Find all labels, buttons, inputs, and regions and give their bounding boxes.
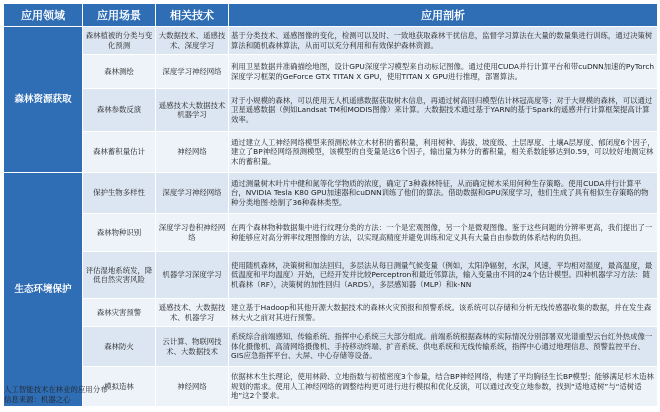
tech-cell: 遥感技术、大数据技术、机器学习 [156,299,229,327]
figure-caption [4,385,107,405]
scene-cell: 森林植被的分类与变化预测 [83,27,156,55]
caption-source: 信息来源：机器之心 [4,395,71,404]
tech-cell: 机器学习深度学习 [156,252,229,299]
scene-cell: 森林参数反演 [83,89,156,132]
header-scene: 应用场景 [83,4,156,27]
analysis-cell: 系统综合前端感知、传输系统、指挥中心系统三大部分组成。前端系统根据森林的实际情况分别部署双光谱重型云台红外热成像一体化摄像机、高清网络摄像机、手持移动终端、扩音系统、供电系统和无线传输系统，指挥中心通过地理信息、预警监控平台、GIS应急指挥平台、大屏、中心存储等设备。 [229,327,658,367]
table-row [4,132,658,173]
table-row [4,299,658,327]
scene-cell: 森林灾害预警 [83,299,156,327]
caption-title: 人工智能技术在林业的应用分布 [4,385,108,394]
analysis-cell: 对于小规模的森林，可以使用无人机遥感数据获取树木信息，再通过树高回归模型估计林冠高度等；对于大规模的森林，可以通过卫星遥感数据（例如Landsat TM和MODIS图像）来计算。大数据技术通过基于YARN的基于Spark的遥感并行计算框架提高计算效率。 [229,89,658,132]
tech-cell: 云计算、物联网技术、大数据技术 [156,327,229,367]
tech-cell: 深度学习神经网络 [156,55,229,89]
table-row [4,252,658,299]
domain-eco-protection: 生态环境保护 [4,173,83,407]
analysis-cell: 在两个森林物种数据集中进行纹理分类的方法：一个是宏观图像，另一个是微观图像。鉴于这些问题的分辨率更高，我们提出了一种能够应对高分辨率纹理图像的方法，以实现高精度并避免训练和定义具有大量自由参数的体系结构的负担。 [229,214,658,252]
tech-cell: 深度学习神经网络 [156,173,229,214]
tech-cell: 神经网络 [156,132,229,173]
tech-cell: 神经网络 [156,367,229,407]
tech-cell: 深度学习卷积神经网络 [156,214,229,252]
analysis-cell: 基于分类技术、遥感图像的变化，检测可以及时、一致地获取森林干扰信息，监督学习算法在大量的数量集进行训练，通过决策树算法和随机森林算法，从而可以充分利用和有效保护森林资源。 [229,27,658,55]
scene-cell: 保护生物多样性 [83,173,156,214]
analysis-cell: 依据林木生长理论，使用林龄、立地指数与初植密度3个参量，结合BP神经网络，构建了平均胸径生长BP模型；能够满足杉木造林规划的需求。使用人工神经网络的调整结构更可进行进行模拟和优化反演，可以通过改变立地参数，找到“适地适树”与“适树适地”这2个要求。 [229,367,658,407]
tech-cell: 遥感技术大数据技术机器学习 [156,89,229,132]
scene-cell: 模拟造林 [83,367,156,407]
header-domain: 应用领域 [4,4,83,27]
table-header-row [4,4,658,27]
ai-forestry-table [3,3,658,407]
header-analysis: 应用剖析 [229,4,658,27]
tech-cell: 大数据技术、遥感技术、深度学习 [156,27,229,55]
table-row [4,27,658,55]
header-technology: 相关技术 [156,4,229,27]
domain-forest-resources: 森林资源获取 [4,27,83,173]
analysis-table-container [3,3,657,407]
scene-cell: 森林物种识别 [83,214,156,252]
table-row [4,89,658,132]
table-row [4,173,658,214]
scene-cell: 森林防火 [83,327,156,367]
analysis-cell: 通过建立人工神经网络模型来预测松林立木材积的蓄积量，利用树种、海拔、坡度级、土层厚度、土壤A层厚度、郁闭度6个因子，建立了BP神经网络预测模型，该模型的自变量是这6个因子，输出量为林分的蓄积量，相关系数能够达到0.59，可以较好地测定林木的蓄积量。 [229,132,658,173]
scene-cell: 评估湿地系统发，降低自然灾害风险 [83,252,156,299]
scene-cell: 森林测绘 [83,55,156,89]
analysis-cell: 建立基于Hadoop和其他开源大数据技术的森林火灾预报和预警系统。该系统可以存储和分析无线传感器收集的数据，并在发生森林大火之前对其进行预警。 [229,299,658,327]
table-row [4,55,658,89]
scene-cell: 森林蓄积量估计 [83,132,156,173]
table-row [4,327,658,367]
analysis-cell: 通过测量树木叶片中健和氮等化学物质的浓度，确定了3种森林特征，从而确定树木采用何种生存策略。使用CUDA并行计算平台，NVIDIA Tesla K80 GPU加速器和cuDNN训练了他们的算法。借助数据和GPU深度学习，他们生成了具有相似生存策略的物种分类地图·绘制了36种森林类型。 [229,173,658,214]
table-row [4,214,658,252]
analysis-cell: 利用卫星数据并准确描绘地图，设计GPU深度学习模型来自动标记图像。通过使用CUDA并行计算平台和带cuDNN加速的PyTorch深度学习框架的GeForce GTX TITAN X GPU，使用TITAN X GPU进行推理，部署算法。 [229,55,658,89]
analysis-cell: 使用随机森林，决策树和加法回归，多层法从每日测量气候变量（例如，太阳净辐射，水深，风速，平均相对湿度，最高温度，最低温度和平均温度）开始，已经开发并比较Perceptron和最近邻算法，输入变量由不同的24个估计模型。四种机器学习方法：随机森林（RF），决策树的加性回归（ARDS），多层感知器（MLP）和k-NN [229,252,658,299]
